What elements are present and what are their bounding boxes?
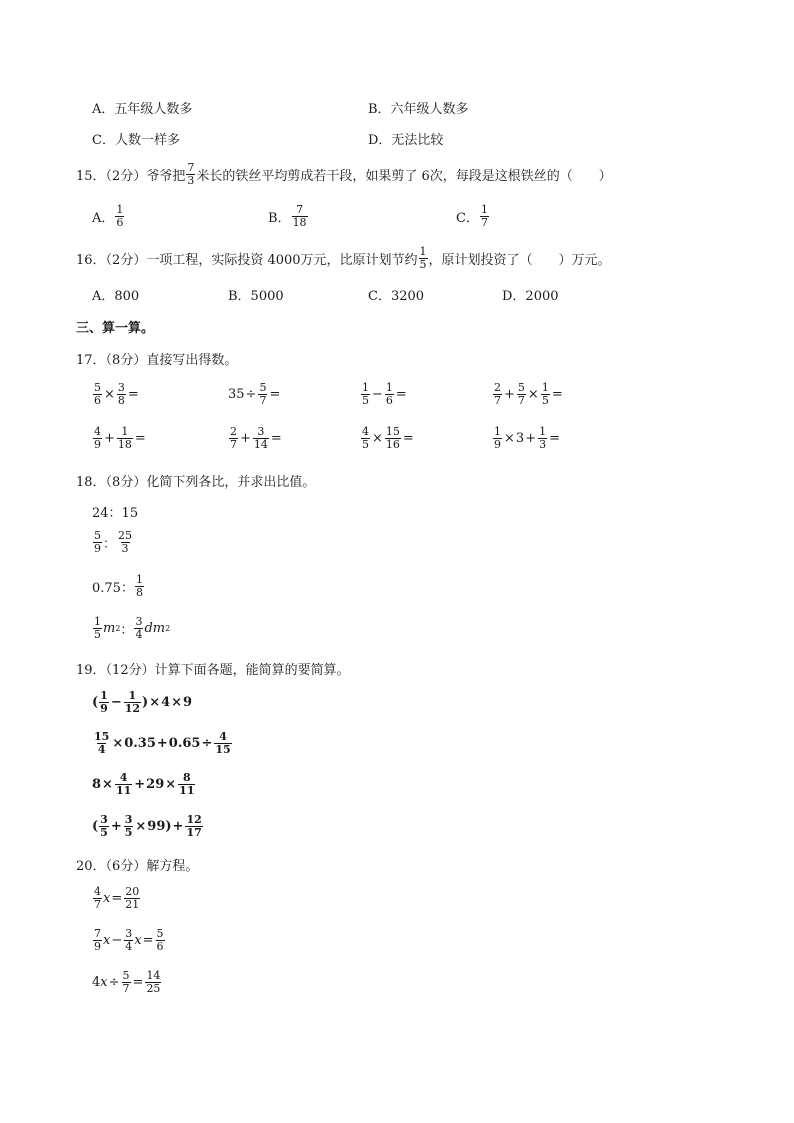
g-minus: − (372, 387, 383, 402)
g-n3: 3 (539, 438, 547, 451)
g-n7: 7 (122, 982, 130, 995)
g-n9: 9 (94, 940, 101, 953)
fraction (99, 690, 109, 715)
q15-c_d: 7 (480, 216, 488, 229)
g-n6: 6 (94, 394, 101, 407)
q17-expr-8 (492, 426, 561, 451)
g-n35: 35 (228, 387, 245, 402)
q18-colon: ： (120, 623, 134, 638)
g-n1: 1 (128, 689, 137, 702)
fraction (361, 426, 370, 451)
fraction (229, 426, 238, 451)
g-n20: 20 (125, 885, 140, 898)
g-n3: 3 (100, 813, 108, 826)
g-n5: 5 (517, 381, 525, 394)
g-sq: 2 (165, 624, 171, 633)
q15-num: 7 (187, 161, 195, 174)
fraction (93, 886, 102, 911)
g-times: × (504, 431, 515, 446)
fraction (117, 382, 126, 407)
g-x: x (103, 891, 111, 906)
g-n1: 1 (121, 425, 129, 438)
g-n7: 7 (259, 394, 267, 407)
q17-expr-4 (492, 382, 564, 407)
g-n1: 1 (100, 689, 108, 702)
g-eq: = (402, 431, 414, 446)
q20-title: 20．（6分）解方程。 (76, 859, 199, 874)
g-n25: 25 (118, 529, 133, 542)
g-n1: 1 (135, 573, 143, 586)
fraction (115, 204, 124, 229)
q18-ratio-2 (92, 530, 134, 555)
fraction (117, 426, 133, 451)
q15-a: A． (92, 211, 115, 226)
q18-r3a: 0.75： (92, 581, 134, 596)
q15-a_n: 1 (116, 203, 124, 216)
g-n1: 1 (385, 381, 393, 394)
q15-suffix: 米长的铁丝平均剪成若干段，如果剪了 6次，每段是这根铁丝的（ ） (196, 169, 612, 184)
g-d065: 0.65 (168, 736, 201, 751)
fraction (124, 814, 134, 839)
g-n5: 5 (94, 529, 101, 542)
g-plus: + (134, 777, 146, 792)
g-n9: 9 (94, 438, 101, 451)
fraction (134, 616, 143, 641)
g-n9: 9 (494, 438, 501, 451)
g-div: ÷ (201, 736, 213, 751)
q15-option-c (456, 204, 490, 229)
q17-expr-7 (360, 426, 415, 451)
g-n12: 12 (186, 813, 202, 826)
q17-expr-1 (92, 382, 140, 407)
q16-option-b: B．5000 (228, 289, 284, 304)
fraction (480, 204, 489, 229)
q18-ratio-4 (92, 616, 170, 641)
fraction (493, 382, 502, 407)
g-times: × (149, 695, 161, 710)
q15-b_n: 7 (296, 203, 304, 216)
fraction (99, 814, 109, 839)
q18-dm2: dm (144, 621, 166, 636)
g-n6: 6 (385, 394, 393, 407)
g-n2: 2 (494, 381, 501, 394)
g-n12: 12 (124, 702, 141, 715)
q18-colon: ： (103, 537, 117, 552)
g-plus: + (172, 819, 184, 834)
fraction (185, 814, 202, 839)
g-n16: 16 (385, 438, 400, 451)
g-n3: 3 (124, 813, 133, 826)
q17-expr-2 (228, 382, 281, 407)
g-n7: 7 (94, 927, 101, 940)
g-n4: 4 (161, 695, 171, 710)
fraction (93, 928, 102, 953)
g-n7: 7 (517, 394, 525, 407)
g-n18: 18 (117, 438, 132, 451)
g-eq: = (127, 387, 139, 402)
q15-c_n: 1 (480, 203, 488, 216)
g-n3: 3 (117, 381, 125, 394)
g-eq: = (142, 933, 154, 948)
g-n7: 7 (494, 394, 501, 407)
g-times: × (135, 819, 147, 834)
g-times: × (527, 387, 539, 402)
g-n4: 4 (94, 425, 101, 438)
g-n15: 15 (94, 730, 110, 743)
g-rp: ) (142, 695, 149, 710)
g-n3: 3 (125, 927, 133, 940)
q18-ratio-3 (92, 574, 145, 599)
g-times: × (102, 777, 113, 792)
q17-expr-5 (92, 426, 147, 451)
g-div: ÷ (108, 975, 120, 990)
g-d035: 0.35 (124, 736, 156, 751)
fraction (93, 382, 102, 407)
g-n5: 5 (362, 394, 369, 407)
q20-equation-1 (92, 886, 141, 911)
g-eq: = (551, 387, 563, 402)
g-eq: = (269, 387, 281, 402)
q19-title: 19．（12分）计算下面各题，能简算的要简算。 (76, 663, 350, 678)
q16-option-d: D．2000 (502, 289, 559, 304)
q17-expr-3 (360, 382, 408, 407)
g-x: x (134, 933, 142, 948)
fraction (385, 426, 401, 451)
g-plus: + (156, 736, 168, 751)
fraction (178, 772, 195, 797)
fraction (124, 928, 133, 953)
g-n4: 4 (92, 975, 101, 990)
q16-den: 5 (419, 258, 427, 271)
g-n11: 11 (179, 784, 195, 797)
g-lp: ( (92, 819, 99, 834)
g-eq: = (132, 975, 144, 990)
g-times: × (165, 777, 177, 792)
g-n17: 17 (186, 826, 202, 839)
g-times: × (112, 736, 124, 751)
g-n29: 29 (146, 777, 165, 792)
g-n3: 3 (257, 425, 265, 438)
g-n14: 14 (146, 969, 161, 982)
fraction (214, 731, 231, 756)
q18-ratio-1: 24：15 (92, 506, 139, 521)
g-n7: 7 (94, 898, 101, 911)
fraction (541, 382, 550, 407)
fraction (156, 928, 165, 953)
g-n5: 5 (94, 628, 101, 641)
g-eq: = (549, 431, 560, 446)
g-plus: + (240, 431, 251, 446)
g-n5: 5 (259, 381, 267, 394)
fraction (93, 426, 102, 451)
g-n25: 25 (146, 982, 161, 995)
fraction (93, 731, 110, 756)
g-times: × (372, 431, 383, 446)
g-plus: + (525, 431, 537, 446)
g-n8: 8 (117, 394, 125, 407)
fraction (117, 530, 133, 555)
g-n3: 3 (135, 615, 143, 628)
q16-num: 1 (419, 245, 427, 258)
g-n8: 8 (135, 586, 143, 599)
g-n4: 4 (97, 743, 106, 756)
g-n3: 3 (515, 431, 525, 446)
g-n5: 5 (94, 381, 101, 394)
q15-den: 3 (187, 174, 195, 187)
g-n9: 9 (100, 702, 108, 715)
q15-question (76, 162, 612, 187)
fraction (93, 616, 102, 641)
fraction (538, 426, 547, 451)
g-n21: 21 (125, 898, 140, 911)
q14-option-a: A．五年级人数多 (92, 102, 193, 117)
q16-option-c: C．3200 (368, 289, 425, 304)
g-eq: = (270, 431, 282, 446)
q15-option-a (92, 204, 125, 229)
g-n1: 1 (494, 425, 501, 438)
g-n3: 3 (121, 542, 129, 555)
g-times: × (104, 387, 115, 402)
q15-prefix: 15．（2分）爷爷把 (76, 169, 186, 184)
g-n14: 14 (253, 438, 268, 451)
g-n15: 15 (385, 425, 400, 438)
g-n5: 5 (541, 394, 549, 407)
section-header: 三、算一算。 (76, 321, 155, 336)
g-n4: 4 (219, 730, 227, 743)
g-n1: 1 (539, 425, 547, 438)
g-n9: 9 (183, 695, 193, 710)
g-n5: 5 (100, 826, 108, 839)
g-minus: − (111, 933, 123, 948)
q15-b: B． (268, 211, 291, 226)
g-lp: ( (92, 695, 99, 710)
fraction (385, 382, 394, 407)
g-n5: 5 (124, 826, 133, 839)
g-eq: = (134, 431, 146, 446)
g-eq: = (111, 891, 123, 906)
fraction (253, 426, 269, 451)
fraction (115, 772, 132, 797)
q16-question (76, 246, 611, 271)
q19-expr-4 (92, 814, 204, 839)
fraction (135, 574, 144, 599)
q19-expr-1 (92, 690, 192, 715)
q19-expr-3 (92, 772, 196, 797)
fraction (124, 690, 141, 715)
g-n11: 11 (115, 784, 132, 797)
fraction (145, 970, 161, 995)
fraction (122, 970, 131, 995)
g-plus: + (504, 387, 515, 402)
g-x: x (103, 933, 111, 948)
fraction (124, 886, 140, 911)
g-n9: 9 (94, 542, 101, 555)
g-x: x (100, 975, 108, 990)
q19-expr-2 (92, 731, 233, 756)
q15-c: C． (456, 211, 479, 226)
g-n4: 4 (135, 628, 143, 641)
q15-b_d: 18 (292, 216, 307, 229)
g-n1: 1 (541, 381, 549, 394)
g-minus: − (110, 695, 122, 710)
fraction (517, 382, 526, 407)
g-n99: 99 (147, 819, 166, 834)
g-n5: 5 (122, 969, 130, 982)
g-n4: 4 (94, 885, 101, 898)
g-n1: 1 (94, 615, 101, 628)
q16-suffix: ，原计划投资了（ ）万元。 (428, 253, 611, 268)
g-n8: 8 (183, 771, 191, 784)
fraction (258, 382, 267, 407)
fraction (419, 246, 428, 271)
fraction (493, 426, 502, 451)
q18-title: 18．（8分）化简下列各比，并求出比值。 (76, 475, 316, 490)
g-n8: 8 (92, 777, 102, 792)
g-plus: + (104, 431, 115, 446)
q18-m2: m (103, 621, 116, 636)
q20-equation-2 (92, 928, 166, 953)
g-n1: 1 (362, 381, 369, 394)
q16-option-a: A．800 (92, 289, 140, 304)
g-plus: + (110, 819, 122, 834)
q20-equation-3 (92, 970, 162, 995)
fraction (186, 162, 195, 187)
g-n15: 15 (215, 743, 231, 756)
g-eq: = (395, 387, 407, 402)
q17-title: 17．（8分）直接写出得数。 (76, 353, 238, 368)
g-n7: 7 (230, 438, 237, 451)
q14-option-c: C．人数一样多 (92, 133, 180, 148)
g-n4: 4 (119, 771, 128, 784)
fraction (93, 530, 102, 555)
fraction (292, 204, 308, 229)
g-sq: 2 (115, 624, 121, 633)
g-n4: 4 (125, 940, 133, 953)
q14-option-b: B．六年级人数多 (368, 102, 469, 117)
q16-prefix: 16．（2分）一项工程，实际投资 4000万元，比原计划节约 (76, 253, 418, 268)
g-div: ÷ (245, 387, 257, 402)
g-n2: 2 (230, 425, 237, 438)
g-n6: 6 (156, 940, 164, 953)
q15-option-b (268, 204, 309, 229)
q17-expr-6 (228, 426, 283, 451)
g-n5: 5 (362, 438, 369, 451)
g-n4: 4 (362, 425, 369, 438)
q15-a_d: 6 (116, 216, 124, 229)
q14-option-d: D．无法比较 (368, 133, 444, 148)
g-n5: 5 (156, 927, 164, 940)
g-rp: ) (165, 819, 172, 834)
g-times: × (171, 695, 183, 710)
fraction (361, 382, 370, 407)
